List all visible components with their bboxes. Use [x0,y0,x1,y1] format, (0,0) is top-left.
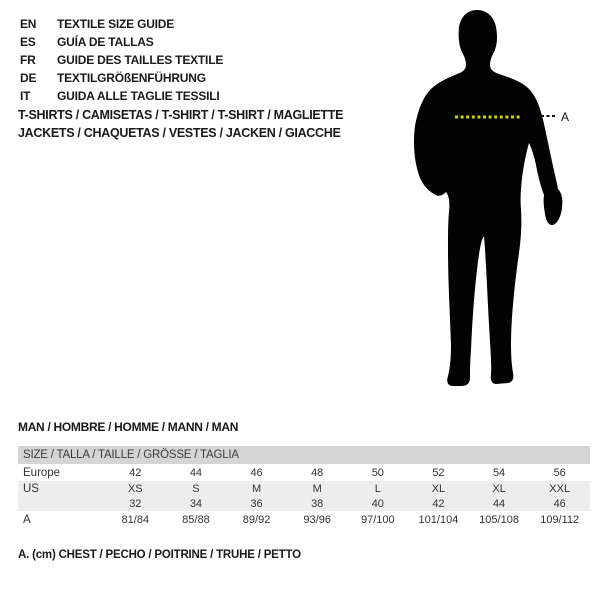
size-cell: XXL [549,482,571,495]
language-row-en [20,15,223,33]
size-cell: M [312,482,322,495]
size-cell: XL [431,482,446,495]
language-label: GUIDA ALLE TAGLIE TESSILI [57,89,220,103]
size-cell: 109/112 [540,514,580,526]
size-cell: 85/88 [182,514,210,526]
table-row-uk [18,496,590,511]
language-label: TEXTILGRÖßENFÜHRUNG [57,71,206,85]
language-row-fr [20,51,223,69]
size-cell: S [192,482,200,495]
size-cell: 105/108 [479,514,519,526]
man-silhouette-figure [400,0,600,410]
measurement-footnote: A. (cm) CHEST / PECHO / POITRINE / TRUHE / PETTO [18,549,301,561]
size-cell: 81/84 [121,514,150,526]
row-label: US [23,482,39,495]
size-cell: 44 [189,466,203,479]
size-cell: 36 [250,497,263,510]
size-cell: 32 [129,497,142,510]
category-jackets: JACKETS / CHAQUETAS / VESTES / JACKEN / GIACCHE [18,126,341,140]
language-row-de [20,69,223,87]
size-cell: 56 [553,466,566,479]
size-cell: 42 [129,466,142,479]
size-cell: XL [492,482,506,495]
man-silhouette-svg [400,0,600,410]
size-cell: 46 [250,466,263,479]
size-cell: L [374,482,381,495]
language-code: EN [20,17,37,31]
language-label: GUÍA DE TALLAS [57,35,154,49]
size-cell: 97/100 [360,514,395,526]
size-cell: XS [127,482,143,495]
table-row-europe [18,464,590,481]
size-cell: 44 [492,497,506,510]
table-row-chest-cm [18,511,590,529]
row-label: A [23,514,31,526]
size-table-header: SIZE / TALLA / TAILLE / GRÖSSE / TAGLIA [18,446,590,464]
size-cell: 42 [432,497,445,510]
man-silhouette-shape [414,10,562,386]
language-code: DE [20,71,37,85]
row-label: Europe [23,466,61,479]
language-code: ES [20,35,36,49]
language-row-it [20,87,223,105]
language-row-es [20,33,223,51]
size-cell: 50 [371,466,384,479]
size-cell: 52 [432,466,445,479]
category-tshirts: T-SHIRTS / CAMISETAS / T-SHIRT / T-SHIRT / MAGLIETTE [18,108,344,122]
size-table [18,446,590,529]
size-cell: 34 [189,497,203,510]
size-cell: 38 [311,497,324,510]
size-cell: 40 [371,497,384,510]
language-code: FR [20,53,36,67]
size-cell: 101/104 [418,514,459,526]
table-row-us [18,481,590,496]
language-code: IT [20,89,31,103]
garment-categories [18,106,343,142]
language-label: GUIDE DES TAILLES TEXTILE [57,53,224,67]
size-cell: 93/96 [303,514,331,526]
size-cell: 46 [553,497,566,510]
size-cell: 89/92 [242,514,271,526]
language-label: TEXTILE SIZE GUIDE [57,17,175,31]
language-list [20,15,223,105]
size-cell: M [251,482,262,495]
size-cell: 54 [492,466,506,479]
measure-label-a: A [561,110,570,124]
size-cell: 48 [311,466,324,479]
section-title-man: MAN / HOMBRE / HOMME / MANN / MAN [18,420,239,434]
